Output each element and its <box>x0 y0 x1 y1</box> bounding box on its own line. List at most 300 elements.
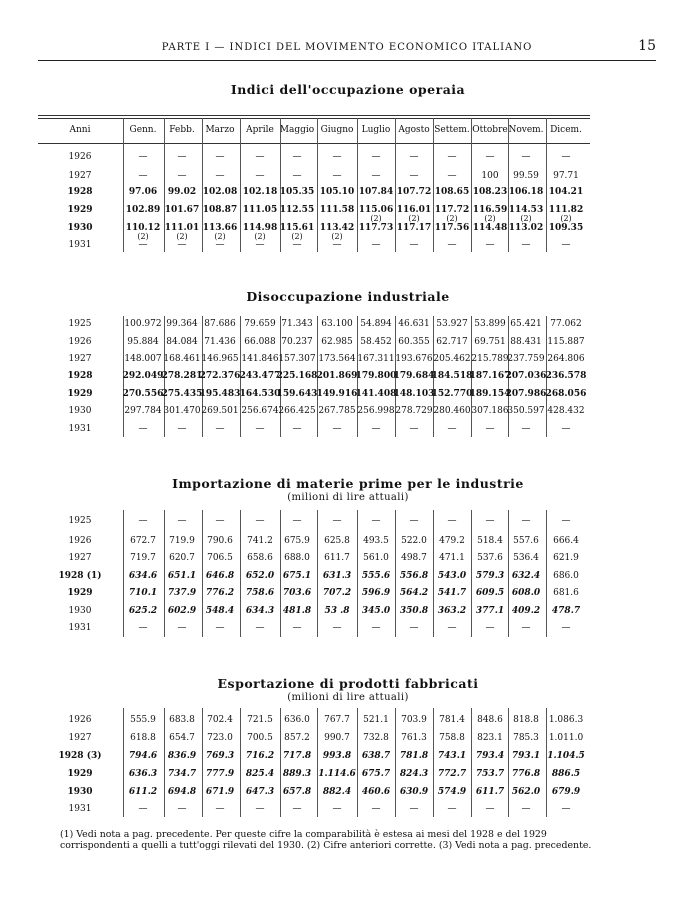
data-cell: 95.884 <box>127 337 159 347</box>
data-cell: 70.237 <box>281 337 313 347</box>
data-cell: 498.7 <box>401 553 427 563</box>
data-cell: 460.6 <box>361 787 391 797</box>
footnote: (1) Vedi nota a pag. precedente. Per queste cifre la comparabilità è estesa ai mesi del 1928 e del 1929 corrispondenti a quelli a tutt'oggi rilevati del 1930. (2) Cifre anteriori corrette. (3) Vedi nota a pag. precedente. <box>60 829 592 851</box>
row-year: 1929 <box>67 588 93 598</box>
data-cell: — <box>447 152 457 162</box>
data-cell: 636.0 <box>284 715 310 725</box>
data-cell: 758.8 <box>439 733 465 743</box>
data-cell: 767.7 <box>324 715 350 725</box>
cell-note: (2) <box>254 232 266 241</box>
data-cell: 548.4 <box>205 606 235 616</box>
data-cell: 625.8 <box>324 536 350 546</box>
data-cell: 146.965 <box>201 354 239 364</box>
data-cell: — <box>485 623 495 633</box>
data-cell: — <box>561 804 571 814</box>
data-cell: 634.3 <box>245 606 275 616</box>
data-cell: 671.9 <box>205 787 235 797</box>
data-cell: 292.049 <box>122 371 164 381</box>
data-cell: — <box>371 623 381 633</box>
row-year: 1929 <box>67 389 93 399</box>
row-year: 1930 <box>67 787 93 797</box>
cell-note: (2) <box>331 232 343 241</box>
row-year: 1926 <box>68 152 92 162</box>
data-cell: — <box>292 623 302 633</box>
data-cell: 737.9 <box>167 588 197 598</box>
table-title: Indici dell'occupazione operaia <box>230 82 466 97</box>
data-cell: 256.998 <box>357 406 395 416</box>
column-header-month: Aprile <box>246 125 274 135</box>
data-cell: 116.59 <box>472 205 508 215</box>
data-cell: 471.1 <box>439 553 465 563</box>
data-cell: 683.8 <box>169 715 195 725</box>
data-cell: — <box>292 424 302 434</box>
row-year: 1931 <box>68 424 92 434</box>
data-cell: — <box>177 623 187 633</box>
data-cell: 107.84 <box>358 187 394 197</box>
data-cell: — <box>177 804 187 814</box>
data-cell: 707.2 <box>322 588 352 598</box>
data-cell: 269.501 <box>201 406 239 416</box>
data-cell: — <box>447 516 457 526</box>
data-cell: — <box>255 516 265 526</box>
data-cell: — <box>485 152 495 162</box>
data-cell: 776.2 <box>205 588 235 598</box>
data-cell: 634.6 <box>128 571 158 581</box>
data-cell: 115.887 <box>547 337 585 347</box>
data-cell: 53 .8 <box>324 606 350 616</box>
data-cell: 266.425 <box>278 406 316 416</box>
data-cell: — <box>138 424 148 434</box>
data-cell: 543.0 <box>437 571 467 581</box>
data-cell: 141.408 <box>355 389 397 399</box>
data-cell: 672.7 <box>130 536 156 546</box>
data-cell: 237.759 <box>507 354 545 364</box>
data-cell: 562.0 <box>511 787 541 797</box>
data-cell: — <box>485 424 495 434</box>
data-cell: 207.036 <box>505 371 547 381</box>
data-cell: 675.7 <box>361 769 391 779</box>
cell-note: (2) <box>484 214 496 223</box>
data-cell: 88.431 <box>510 337 542 347</box>
data-cell: 102.89 <box>125 205 161 215</box>
data-cell: 785.3 <box>513 733 539 743</box>
row-year: 1929 <box>67 769 93 779</box>
data-cell: — <box>485 804 495 814</box>
column-header-month: Settem. <box>434 125 470 135</box>
data-cell: 824.3 <box>399 769 429 779</box>
data-cell: 481.8 <box>282 606 312 616</box>
running-header <box>38 40 656 61</box>
data-cell: 679.9 <box>551 787 581 797</box>
data-cell: 111.05 <box>242 205 278 215</box>
data-cell: 205.462 <box>433 354 471 364</box>
row-year: 1926 <box>68 715 92 725</box>
data-cell: 537.6 <box>477 553 503 563</box>
data-cell: — <box>255 240 265 250</box>
data-cell: — <box>138 171 148 181</box>
data-cell: 541.7 <box>437 588 467 598</box>
data-cell: 87.686 <box>204 319 236 329</box>
data-cell: — <box>332 240 342 250</box>
data-cell: 836.9 <box>167 751 197 761</box>
data-cell: — <box>255 623 265 633</box>
data-cell: — <box>561 424 571 434</box>
data-cell: — <box>177 516 187 526</box>
data-cell: 700.5 <box>247 733 273 743</box>
data-cell: — <box>177 240 187 250</box>
column-header-month: Maggio <box>279 125 315 135</box>
data-cell: 654.7 <box>169 733 195 743</box>
data-cell: 107.72 <box>396 187 432 197</box>
data-cell: 97.06 <box>128 187 158 197</box>
data-cell: 256.674 <box>241 406 279 416</box>
data-cell: 632.4 <box>511 571 541 581</box>
data-cell: 114.53 <box>508 205 544 215</box>
data-cell: 555.6 <box>361 571 391 581</box>
data-cell: 363.2 <box>437 606 467 616</box>
data-cell: 84.084 <box>166 337 198 347</box>
data-cell: 100 <box>481 171 499 181</box>
data-cell: — <box>521 804 531 814</box>
data-cell: 536.4 <box>513 553 539 563</box>
data-cell: 723.0 <box>207 733 233 743</box>
row-year: 1931 <box>68 240 92 250</box>
data-cell: — <box>485 516 495 526</box>
data-cell: 201.869 <box>316 371 358 381</box>
data-cell: — <box>177 152 187 162</box>
data-cell: — <box>215 623 225 633</box>
data-cell: 493.5 <box>363 536 389 546</box>
data-cell: 148.103 <box>393 389 435 399</box>
data-cell: — <box>521 152 531 162</box>
data-cell: — <box>371 240 381 250</box>
data-cell: — <box>521 424 531 434</box>
row-year: 1925 <box>68 516 92 526</box>
data-cell: 278.281 <box>161 371 203 381</box>
data-cell: 111.82 <box>548 205 584 215</box>
data-cell: — <box>215 804 225 814</box>
data-cell: 716.2 <box>245 751 275 761</box>
data-cell: — <box>521 623 531 633</box>
data-cell: 111.01 <box>164 223 200 233</box>
data-cell: 117.73 <box>358 223 394 233</box>
data-cell: 990.7 <box>324 733 350 743</box>
data-cell: — <box>371 424 381 434</box>
data-cell: 781.4 <box>439 715 465 725</box>
data-cell: 101.67 <box>164 205 200 215</box>
data-cell: — <box>447 424 457 434</box>
data-cell: 152.770 <box>431 389 473 399</box>
data-cell: 1.114.6 <box>318 769 356 779</box>
column-header-month: Marzo <box>205 125 235 135</box>
data-cell: — <box>371 516 381 526</box>
table-title: Esportazione di prodotti fabbricati <box>217 676 479 691</box>
data-cell: 758.6 <box>245 588 275 598</box>
data-cell: 60.355 <box>398 337 430 347</box>
data-cell: 377.1 <box>475 606 505 616</box>
data-cell: 993.8 <box>322 751 352 761</box>
row-year: 1931 <box>68 804 92 814</box>
row-year: 1927 <box>68 354 92 364</box>
data-cell: 522.0 <box>401 536 427 546</box>
data-cell: — <box>409 240 419 250</box>
data-cell: 275.435 <box>161 389 203 399</box>
data-cell: 264.806 <box>547 354 585 364</box>
data-cell: 688.0 <box>284 553 310 563</box>
data-cell: 651.1 <box>167 571 197 581</box>
data-cell: 189.154 <box>469 389 511 399</box>
row-year: 1926 <box>68 337 92 347</box>
column-header-month: Ottobre <box>472 125 508 135</box>
data-cell: 66.088 <box>244 337 276 347</box>
data-cell: 710.1 <box>128 588 158 598</box>
row-year: 1930 <box>68 606 92 616</box>
data-cell: 69.751 <box>474 337 506 347</box>
data-cell: — <box>138 623 148 633</box>
data-cell: — <box>447 240 457 250</box>
data-cell: 307.186 <box>471 406 509 416</box>
data-cell: 889.3 <box>282 769 312 779</box>
row-year: 1928 <box>67 187 93 197</box>
data-cell: — <box>215 152 225 162</box>
data-cell: 743.1 <box>437 751 467 761</box>
cell-note: (2) <box>137 232 149 241</box>
data-cell: 301.470 <box>163 406 201 416</box>
cell-note: (2) <box>370 214 382 223</box>
data-cell: 97.71 <box>553 171 579 181</box>
data-cell: 702.4 <box>207 715 233 725</box>
data-cell: 777.9 <box>205 769 235 779</box>
data-cell: 857.2 <box>284 733 310 743</box>
data-cell: — <box>521 240 531 250</box>
data-cell: — <box>177 424 187 434</box>
data-cell: 675.9 <box>284 536 310 546</box>
data-cell: 675.1 <box>282 571 312 581</box>
data-cell: — <box>138 516 148 526</box>
data-cell: 741.2 <box>247 536 273 546</box>
data-cell: — <box>409 623 419 633</box>
data-cell: 173.564 <box>318 354 356 364</box>
data-cell: 579.3 <box>475 571 505 581</box>
data-cell: 686.0 <box>553 571 579 581</box>
data-cell: 638.7 <box>361 751 391 761</box>
data-cell: — <box>561 516 571 526</box>
cell-note: (2) <box>291 232 303 241</box>
data-cell: 62.717 <box>436 337 468 347</box>
data-cell: 62.985 <box>321 337 353 347</box>
data-cell: 732.8 <box>363 733 389 743</box>
data-cell: 681.6 <box>553 588 579 598</box>
data-cell: 207.986 <box>505 389 547 399</box>
data-cell: — <box>332 623 342 633</box>
data-cell: — <box>215 240 225 250</box>
data-cell: 478.7 <box>551 606 581 616</box>
cell-note: (2) <box>176 232 188 241</box>
data-cell: 102.18 <box>242 187 278 197</box>
data-cell: 886.5 <box>551 769 581 779</box>
data-cell: — <box>138 240 148 250</box>
column-header-month: Giugno <box>320 125 354 135</box>
data-cell: 149.916 <box>316 389 358 399</box>
data-cell: 179.800 <box>355 371 397 381</box>
data-cell: 706.5 <box>207 553 233 563</box>
data-cell: — <box>332 516 342 526</box>
data-cell: — <box>332 424 342 434</box>
data-cell: 65.421 <box>510 319 542 329</box>
data-cell: — <box>371 804 381 814</box>
data-cell: — <box>292 152 302 162</box>
row-year: 1928 <box>67 371 93 381</box>
data-cell: — <box>561 623 571 633</box>
data-cell: — <box>409 424 419 434</box>
data-cell: 794.6 <box>128 751 158 761</box>
data-cell: 772.7 <box>437 769 467 779</box>
cell-note: (2) <box>446 214 458 223</box>
data-cell: 646.8 <box>205 571 235 581</box>
data-cell: 157.307 <box>278 354 316 364</box>
data-cell: 115.61 <box>279 223 315 233</box>
data-cell: 46.631 <box>398 319 430 329</box>
column-header-month: Agosto <box>398 125 430 135</box>
data-cell: — <box>371 171 381 181</box>
row-year: 1930 <box>67 223 93 233</box>
data-cell: — <box>292 516 302 526</box>
data-cell: 631.3 <box>322 571 352 581</box>
data-cell: 793.4 <box>475 751 505 761</box>
data-cell: 105.35 <box>279 187 315 197</box>
data-cell: — <box>409 516 419 526</box>
data-cell: 148.007 <box>124 354 162 364</box>
table-title: Disoccupazione industriale <box>246 289 450 304</box>
row-year: 1927 <box>68 733 92 743</box>
row-year: 1928 (1) <box>58 571 102 581</box>
data-cell: 611.2 <box>128 787 158 797</box>
data-cell: — <box>409 152 419 162</box>
data-cell: 58.452 <box>360 337 392 347</box>
data-cell: — <box>177 171 187 181</box>
data-cell: 1.104.5 <box>547 751 585 761</box>
data-cell: — <box>447 804 457 814</box>
data-cell: 243.477 <box>239 371 281 381</box>
data-cell: 179.684 <box>393 371 435 381</box>
table-subtitle: (milioni di lire attuali) <box>287 492 409 503</box>
data-cell: 111.58 <box>319 205 355 215</box>
cell-note: (2) <box>560 214 572 223</box>
data-cell: — <box>292 171 302 181</box>
row-year: 1926 <box>68 536 92 546</box>
data-cell: 636.3 <box>128 769 158 779</box>
data-cell: 110.12 <box>125 223 161 233</box>
data-cell: — <box>332 171 342 181</box>
data-cell: 609.5 <box>475 588 505 598</box>
data-cell: 117.72 <box>434 205 470 215</box>
data-cell: 882.4 <box>322 787 352 797</box>
data-cell: 793.1 <box>511 751 541 761</box>
data-cell: — <box>409 804 419 814</box>
data-cell: 561.0 <box>363 553 389 563</box>
data-cell: 647.3 <box>245 787 275 797</box>
data-cell: 694.8 <box>167 787 197 797</box>
data-cell: — <box>371 152 381 162</box>
data-cell: — <box>255 424 265 434</box>
data-cell: — <box>561 240 571 250</box>
data-cell: 267.785 <box>318 406 356 416</box>
data-cell: 1.011.0 <box>548 733 584 743</box>
data-cell: — <box>332 804 342 814</box>
data-cell: 602.9 <box>167 606 197 616</box>
data-cell: — <box>521 516 531 526</box>
data-cell: — <box>138 804 148 814</box>
data-cell: 102.08 <box>202 187 238 197</box>
data-cell: 270.556 <box>122 389 164 399</box>
data-cell: 105.10 <box>319 187 355 197</box>
data-cell: 141.846 <box>241 354 279 364</box>
data-cell: 350.8 <box>399 606 429 616</box>
data-cell: 621.9 <box>553 553 579 563</box>
data-cell: 611.7 <box>324 553 350 563</box>
data-cell: — <box>447 623 457 633</box>
data-cell: 521.1 <box>363 715 389 725</box>
data-cell: 53.927 <box>436 319 468 329</box>
data-cell: 297.784 <box>124 406 162 416</box>
data-cell: 350.597 <box>507 406 545 416</box>
data-cell: 652.0 <box>245 571 275 581</box>
data-cell: 790.6 <box>207 536 233 546</box>
data-cell: 518.4 <box>477 536 503 546</box>
data-cell: 117.56 <box>434 223 470 233</box>
data-cell: 168.461 <box>163 354 201 364</box>
data-cell: — <box>255 804 265 814</box>
data-cell: 167.311 <box>357 354 395 364</box>
data-cell: 99.02 <box>167 187 197 197</box>
data-cell: 630.9 <box>399 787 429 797</box>
row-year: 1930 <box>68 406 92 416</box>
cell-note: (2) <box>408 214 420 223</box>
data-cell: 719.9 <box>169 536 195 546</box>
data-cell: — <box>215 516 225 526</box>
data-cell: 193.676 <box>395 354 433 364</box>
data-cell: 108.87 <box>202 205 238 215</box>
data-cell: 596.9 <box>361 588 391 598</box>
data-cell: — <box>138 152 148 162</box>
data-cell: 761.3 <box>401 733 427 743</box>
header-title: PARTE I — INDICI DEL MOVIMENTO ECONOMICO ITALIANO <box>161 42 533 53</box>
data-cell: 345.0 <box>361 606 391 616</box>
data-cell: 818.8 <box>513 715 539 725</box>
column-header-month: Febb. <box>169 125 195 135</box>
data-cell: 114.48 <box>472 223 508 233</box>
data-cell: 620.7 <box>169 553 195 563</box>
data-cell: 108.23 <box>472 187 508 197</box>
data-cell: 825.4 <box>245 769 275 779</box>
data-cell: 618.8 <box>130 733 156 743</box>
data-cell: 164.530 <box>239 389 281 399</box>
data-cell: — <box>561 152 571 162</box>
data-cell: 79.659 <box>244 319 276 329</box>
data-cell: 658.6 <box>247 553 273 563</box>
data-cell: 823.1 <box>477 733 503 743</box>
table-title: Importazione di materie prime per le industrie <box>172 476 524 491</box>
row-year: 1927 <box>68 553 92 563</box>
data-cell: 608.0 <box>511 588 541 598</box>
data-cell: 112.55 <box>279 205 315 215</box>
row-year: 1929 <box>67 205 93 215</box>
data-cell: 557.6 <box>513 536 539 546</box>
data-cell: 215.789 <box>471 354 509 364</box>
data-cell: 117.17 <box>396 223 432 233</box>
data-cell: 555.9 <box>130 715 156 725</box>
data-cell: 479.2 <box>439 536 465 546</box>
